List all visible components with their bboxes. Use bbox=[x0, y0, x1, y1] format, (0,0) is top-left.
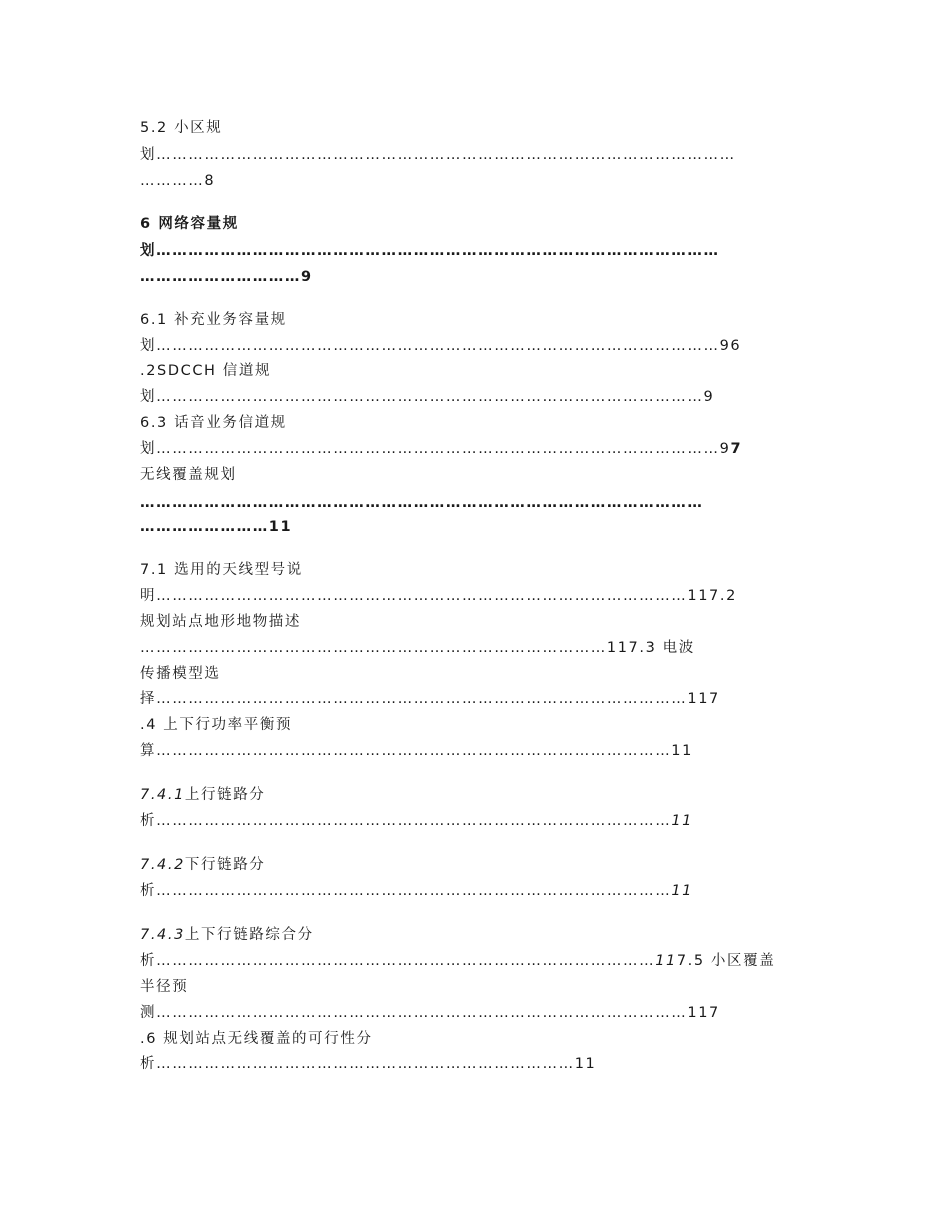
toc-section-number: 7.4.2 bbox=[140, 857, 185, 873]
toc-section-number: 7.4.1 bbox=[140, 787, 185, 803]
toc-line bbox=[140, 362, 271, 380]
toc-text: 划…………………………………………………………………………………………9 bbox=[140, 389, 715, 405]
toc-text: 析…………………………………………………………………………………… bbox=[140, 883, 672, 899]
toc-line bbox=[140, 119, 222, 137]
toc-text: 明………………………………………………………………………………………117.2 bbox=[140, 588, 737, 604]
toc-text: 划……………………………………………………………………………………………… bbox=[140, 147, 736, 163]
toc-page-number: 11 bbox=[671, 883, 693, 899]
toc-text: ……………………11 bbox=[140, 519, 293, 535]
toc-line bbox=[140, 665, 221, 683]
toc-text: 算……………………………………………………………………………………11 bbox=[140, 743, 693, 759]
toc-section-number: 7.4.3 bbox=[140, 927, 185, 943]
toc-text: 半径预 bbox=[140, 979, 189, 995]
toc-line bbox=[140, 716, 292, 734]
toc-leader-line bbox=[140, 388, 714, 406]
toc-line bbox=[140, 466, 237, 484]
toc-line bbox=[140, 414, 287, 432]
toc-page-number-line bbox=[140, 172, 215, 190]
toc-line bbox=[140, 786, 265, 804]
toc-text: 规划站点地形地物描述 bbox=[140, 614, 301, 630]
toc-leader-line bbox=[140, 587, 737, 605]
toc-page-number-line bbox=[140, 518, 292, 536]
toc-text: …………………………9 bbox=[140, 269, 313, 285]
toc-text: 划……………………………………………………………………………………………9 bbox=[140, 441, 731, 457]
toc-line bbox=[140, 215, 239, 233]
toc-leader-line bbox=[140, 1055, 596, 1073]
toc-text: 析…………………………………………………………………………………… bbox=[140, 813, 672, 829]
toc-text: 划……………………………………………………………………………………………96 bbox=[140, 338, 742, 354]
toc-page-number: 11 bbox=[671, 813, 693, 829]
toc-text: 6 网络容量规 bbox=[140, 216, 239, 232]
toc-line bbox=[140, 561, 303, 579]
toc-text: 7 bbox=[730, 441, 743, 457]
toc-text: 析……………………………………………………………………11 bbox=[140, 1056, 597, 1072]
toc-leader-line bbox=[140, 440, 742, 458]
toc-leader-line bbox=[140, 690, 720, 708]
toc-line bbox=[140, 926, 314, 944]
toc-leader-line bbox=[140, 882, 693, 900]
toc-leader-line bbox=[140, 639, 695, 657]
toc-text: .6 规划站点无线覆盖的可行性分 bbox=[140, 1031, 373, 1047]
toc-leader-line bbox=[140, 1004, 720, 1022]
toc-text: .4 上下行功率平衡预 bbox=[140, 717, 293, 733]
toc-text: 划…………………………………………………………………………………………… bbox=[140, 243, 720, 259]
toc-leader-line bbox=[140, 337, 741, 355]
toc-text: 5.2 小区规 bbox=[140, 120, 223, 136]
toc-text: 择………………………………………………………………………………………117 bbox=[140, 691, 720, 707]
toc-text: 7.1 选用的天线型号说 bbox=[140, 562, 303, 578]
toc-line bbox=[140, 613, 301, 631]
toc-text: 上下行链路综合分 bbox=[184, 927, 314, 943]
toc-leader-line bbox=[140, 812, 693, 830]
toc-line bbox=[140, 856, 265, 874]
toc-leader-line bbox=[140, 146, 736, 164]
toc-text: .2SDCCH 信道规 bbox=[140, 363, 272, 379]
toc-line bbox=[140, 311, 287, 329]
toc-text: 无线覆盖规划 bbox=[140, 467, 237, 483]
toc-page-number: 11 bbox=[655, 953, 677, 969]
toc-leader-line bbox=[140, 742, 693, 760]
toc-text: 析………………………………………………………………………………… bbox=[140, 953, 656, 969]
toc-text: 6.3 话音业务信道规 bbox=[140, 415, 287, 431]
toc-text: 7.5 小区覆盖 bbox=[676, 953, 776, 969]
toc-leader-line bbox=[140, 952, 775, 970]
toc-text: …………………………………………………………………………………………… bbox=[140, 495, 704, 511]
toc-leader-line bbox=[140, 494, 704, 512]
toc-text: 传播模型选 bbox=[140, 666, 221, 682]
toc-text: ……………………………………………………………………………117.3 电波 bbox=[140, 640, 695, 656]
toc-text: 6.1 补充业务容量规 bbox=[140, 312, 287, 328]
toc-line bbox=[140, 1030, 373, 1048]
toc-page-number-line bbox=[140, 268, 313, 286]
toc-text: …………8 bbox=[140, 173, 216, 189]
toc-text: 下行链路分 bbox=[184, 857, 266, 873]
toc-leader-line bbox=[140, 242, 720, 260]
toc-text: 测………………………………………………………………………………………117 bbox=[140, 1005, 720, 1021]
toc-line bbox=[140, 978, 188, 996]
toc-text: 上行链路分 bbox=[184, 787, 266, 803]
